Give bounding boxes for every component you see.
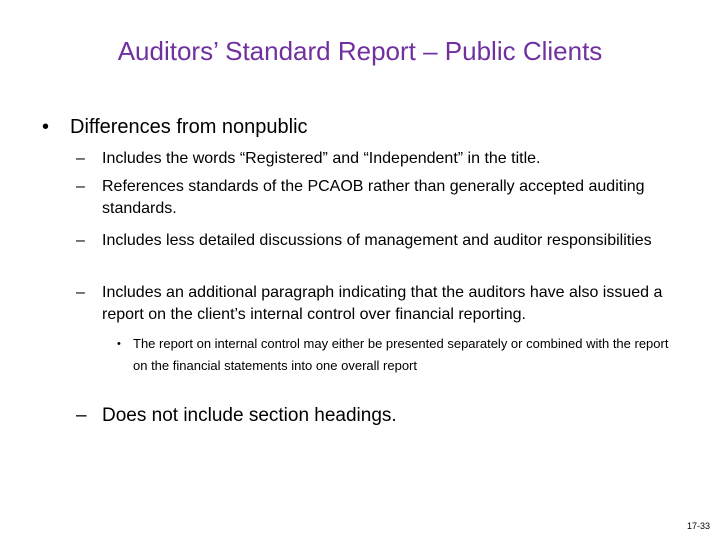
dash-icon: – — [76, 178, 85, 195]
dash-icon: – — [76, 150, 85, 167]
sub-sub-point: The report on internal control may either be presented separately or combined with the report on the financial statements into one overall report — [133, 336, 669, 373]
sub-point-4: Includes an additional paragraph indicating that the auditors have also issued a report on the client’s internal control over financial reporting. — [102, 284, 663, 323]
slide-title: Auditors’ Standard Report – Public Clients — [117, 36, 603, 66]
sub-point-1: Includes the words “Registered” and “Independent” in the title. — [102, 150, 541, 167]
page-number: 17-33 — [686, 521, 710, 531]
dash-icon: – — [76, 405, 87, 426]
sub-point-3: Includes less detailed discussions of management and auditor responsibilities — [102, 232, 652, 249]
sub-point-2: References standards of the PCAOB rather than generally accepted auditing standards. — [102, 178, 645, 217]
bullet-icon: • — [42, 116, 50, 138]
small-bullet-icon: • — [117, 338, 121, 350]
last-point: Does not include section headings. — [102, 405, 397, 426]
dash-icon: – — [76, 284, 85, 301]
dash-icon: – — [76, 232, 85, 249]
main-point: Differences from nonpublic — [70, 116, 308, 138]
